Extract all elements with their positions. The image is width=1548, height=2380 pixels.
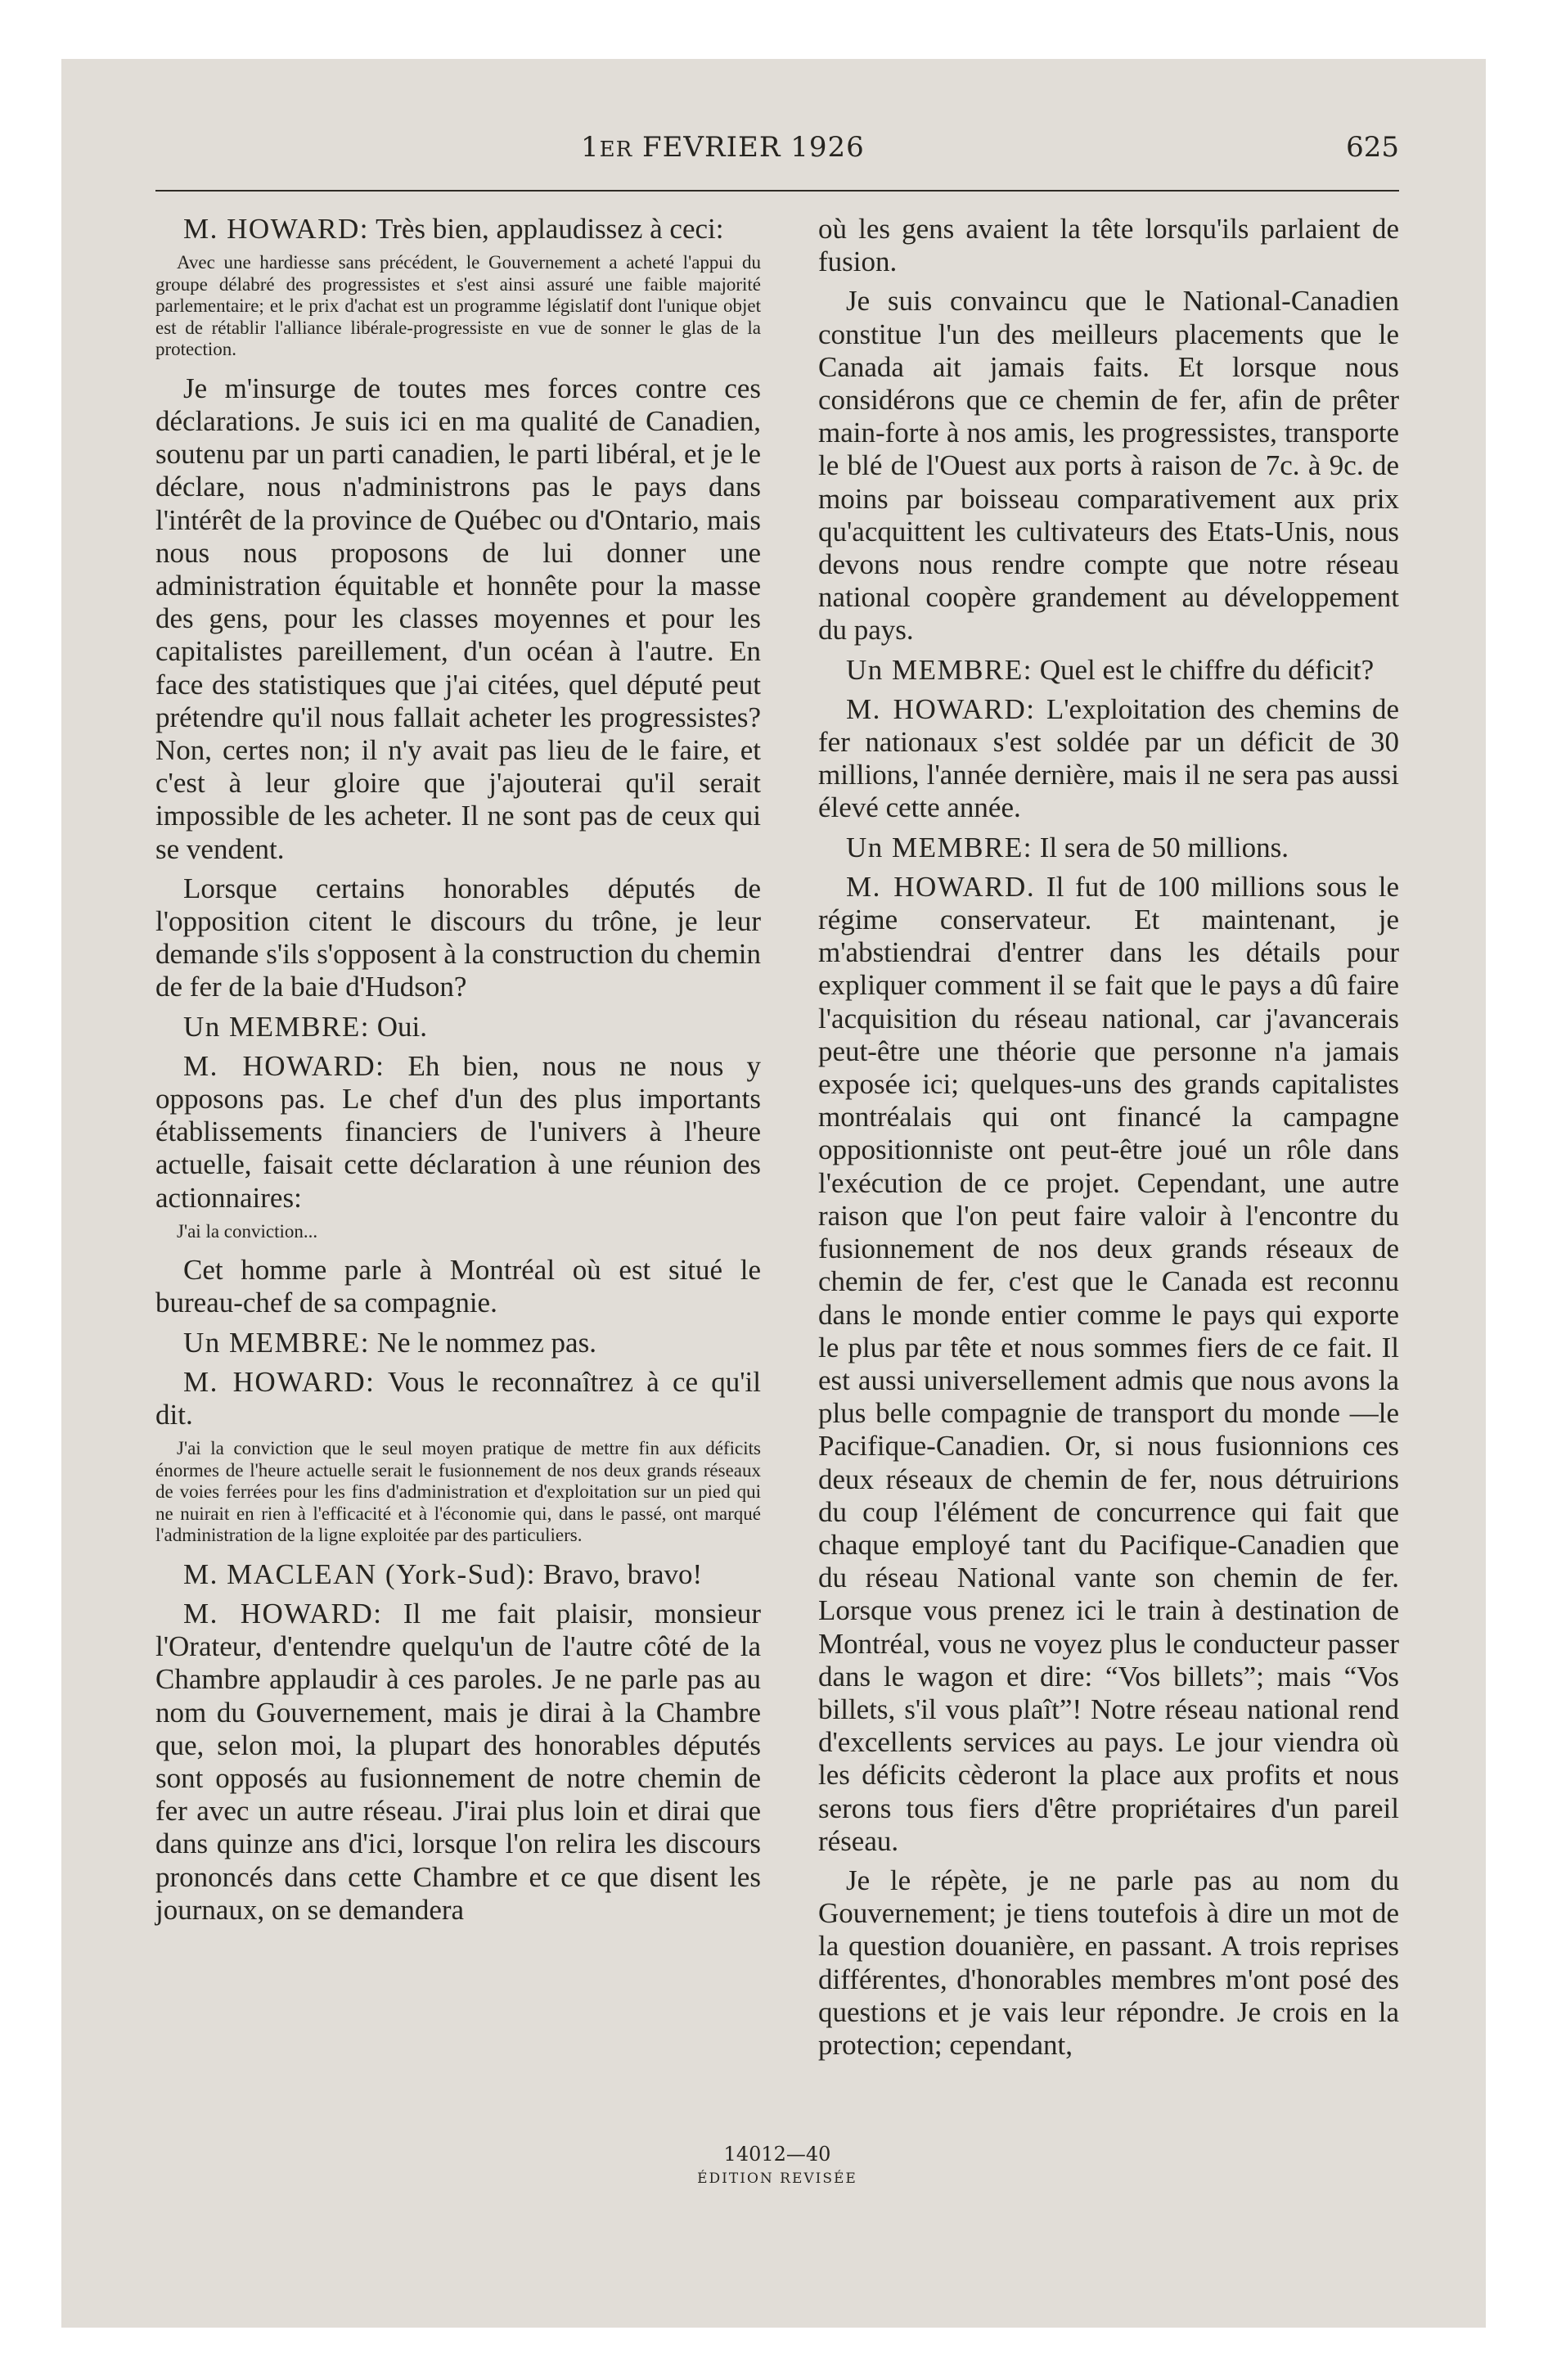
- speaker-name: M. HOWARD.: [846, 870, 1036, 903]
- paragraph-text: Cet homme parle à Montréal où est situé le bureau-chef de sa compagnie.: [155, 1254, 761, 1319]
- quote-text: J'ai la conviction...: [177, 1220, 318, 1242]
- left-column: [155, 213, 761, 1933]
- quoted-passage: [155, 1221, 761, 1243]
- speech-paragraph: [818, 654, 1399, 687]
- speaker-name: Un MEMBRE:: [183, 1326, 370, 1359]
- paragraph-text: L'exploitation des chemins de fer nationaux s'est soldée par un déficit de 30 millions, l'année dernière, mais il ne sera pas aussi élevé cette année.: [818, 692, 1399, 824]
- quote-text: Avec une hardiesse sans précédent, le Gouvernement a acheté l'appui du groupe délabré des progressistes et s'est ainsi assuré une faible majorité parlementaire; et le prix d'achat est un programme législatif dont l'unique objet est de rétablir l'alliance libérale-progressiste en vue de sonner le glas de la protection.: [155, 252, 761, 360]
- document-page: [155, 121, 1440, 2257]
- body-paragraph: [155, 372, 761, 866]
- edition-note: ÉDITION REVISÉE: [697, 2170, 857, 2187]
- speech-paragraph: [818, 871, 1399, 1858]
- speech-paragraph: [155, 213, 761, 246]
- speaker-name: Un MEMBRE:: [846, 653, 1033, 686]
- speech-paragraph: [155, 1366, 761, 1431]
- page-number: 625: [1346, 131, 1399, 164]
- speaker-name: M. MACLEAN (York-Sud):: [183, 1557, 537, 1590]
- quoted-passage: [155, 252, 761, 361]
- header-rule: [155, 190, 1399, 192]
- date-day: 1: [581, 131, 600, 164]
- paragraph-text: Vous le reconnaîtrez à ce qu'il dit.: [155, 1365, 762, 1431]
- speech-paragraph: [818, 693, 1399, 825]
- quote-text: J'ai la conviction que le seul moyen pratique de mettre fin aux déficits énormes de l'heure actuelle serait le fusionnement de nos deux grands réseaux de voies ferrées pour les fins d'administration et d'exploitation sur un pied qui ne nuirait en rien à l'efficacité et à l'économie qui, dans le passé, ont marqué l'administration de la ligne exploitée par des particuliers.: [155, 1438, 761, 1546]
- speaker-name: M. HOWARD:: [846, 692, 1036, 725]
- paragraph-text: Je le répète, je ne parle pas au nom du Gouvernement; je tiens toutefois à dire un mot de la question douanière, en passant. A trois reprises différentes, d'honorables membres m'ont posé des questions et je vais leur répondre. Je crois en la protection; cependant,: [818, 1864, 1399, 2061]
- speaker-name: M. HOWARD:: [183, 1598, 383, 1629]
- quoted-passage: [155, 1438, 761, 1547]
- paragraph-text: Eh bien, nous ne nous y opposons pas. Le chef d'un des plus importants établissements financiers de l'univers à l'heure actuelle, faisait cette déclaration à une réunion des actionnaires:: [155, 1049, 761, 1214]
- speech-paragraph: [155, 1327, 761, 1359]
- speaker-name: M. HOWARD:: [183, 1049, 385, 1082]
- date-month-year: FEVRIER 1926: [642, 131, 865, 164]
- paragraph-text: Ne le nommez pas.: [376, 1326, 596, 1359]
- paragraph-text: Lorsque certains honorables députés de l'opposition citent le discours du trône, je leur demande s'ils s'opposent à la construction du chemin de fer de la baie d'Hudson?: [155, 872, 761, 1003]
- paragraph-text: Quel est le chiffre du déficit?: [1039, 653, 1375, 686]
- paragraph-text: Il sera de 50 millions.: [1039, 831, 1289, 863]
- body-paragraph: [818, 285, 1399, 647]
- body-paragraph: [155, 1254, 761, 1319]
- paragraph-text: où les gens avaient la tête lorsqu'ils parlaient de fusion.: [818, 213, 1399, 278]
- body-paragraph: [155, 872, 761, 1004]
- speaker-name: Un MEMBRE:: [183, 1010, 370, 1043]
- speaker-name: M. HOWARD:: [183, 1365, 376, 1398]
- paragraph-text: Il fut de 100 millions sous le régime conservateur. Et maintenant, je m'abstiendrai d'entrer dans les détails pour expliquer comment il se fait que le pays a dû faire l'acquisition du réseau national, car j'avancerais peut-être une théorie que personne n'a jamais exposée ici; quelques-uns des grands capitalistes montréalais qui ont financé la campagne oppositionniste ont peut-être joué un rôle dans l'exécution de ce projet. Cependant, une autre raison que l'on peut faire valoir à l'encontre du fusionnement de nos deux grands réseaux de chemin de fer, c'est que le Canada est reconnu dans le monde entier comme le pays qui exporte le plus par tête et nous sommes fiers de ce fait. Il est aussi universellement admis que nous avons la plus belle compagnie de transport du monde —le Pacifique-Canadien. Or, si nous fusionnions ces deux réseaux de chemin de fer, nous détruirions du coup l'élément de concurrence qui fait que chaque employé tant du Pacifique-Canadien que du réseau National vante son chemin de fer. Lorsque vous prenez ici le train à destination de Montréal, vous ne voyez plus le conducteur passer dans le wagon et dire: “Vos billets”; mais “Vos billets, s'il vous plaît”! Notre réseau national rend d'excellents services au pays. Le jour viendra où les déficits cèderont la place aux profits et nous serons tous fiers d'être propriétaires d'un pareil réseau.: [818, 870, 1399, 1857]
- paragraph-text: Oui.: [376, 1010, 427, 1043]
- page-date: [581, 131, 865, 164]
- speech-paragraph: [155, 1558, 761, 1591]
- speech-paragraph: [155, 1050, 761, 1215]
- speaker-name: Un MEMBRE:: [846, 831, 1033, 863]
- date-day-suffix: ER: [599, 137, 633, 162]
- paragraph-text: Je m'insurge de toutes mes forces contre ces déclarations. Je suis ici en ma qualité de Canadien, soutenu par un parti canadien, le parti libéral, et je le déclare, nous n'administrons pas le pays dans l'intérêt de la province de Québec ou d'Ontario, mais nous nous proposons de lui donner une administration équitable et honnête pour la masse des gens, pour les classes moyennes et pour les capitalistes pareillement, d'un océan à l'autre. En face des statistiques que j'ai citées, quel député peut prétendre qu'il nous fallait acheter les progressistes? Non, certes non; il n'y avait pas lieu de le faire, et c'est à leur gloire que j'ajouterai qu'il serait impossible de les acheter. Il ne sont pas de ceux qui se vendent.: [155, 372, 761, 865]
- paragraph-text: Il me fait plaisir, monsieur l'Orateur, d'entendre quelqu'un de l'autre côté de la Chambre applaudir à ces paroles. Je ne parle pas au nom du Gouvernement, mais je dirai à la Chambre que, selon moi, la plupart des honorables députés sont opposés au fusionnement de notre chemin de fer avec un autre réseau. J'irai plus loin et dirai que dans quinze ans d'ici, lorsque l'on relira les discours prononcés dans cette Chambre et ce que disent les journaux, on se demandera: [155, 1598, 762, 1926]
- paragraph-text: Je suis convaincu que le National-Canadien constitue l'un des meilleurs placements que le Canada ait jamais faits. Et lorsque nous considérons que ce chemin de fer, afin de prêter main-forte à nos amis, les progressistes, transporte le blé de l'Ouest aux ports à raison de 7c. à 9c. de moins par boisseau comparativement aux prix qu'acquittent les cultivateurs des Etats-Unis, nous devons nous rendre compte que notre réseau national coopère grandement au développement du pays.: [818, 285, 1399, 647]
- body-paragraph: [818, 213, 1399, 278]
- speech-paragraph: [155, 1011, 761, 1044]
- speech-paragraph: [155, 1598, 761, 1927]
- paragraph-text: Bravo, bravo!: [542, 1557, 703, 1590]
- paragraph-text: Très bien, applaudissez à ceci:: [376, 213, 724, 245]
- body-paragraph: [818, 1864, 1399, 2062]
- page-header: [155, 131, 1399, 172]
- speech-paragraph: [818, 832, 1399, 864]
- sheet-number: 14012—40: [723, 2143, 831, 2166]
- speaker-name: M. HOWARD:: [183, 213, 369, 245]
- right-column: [818, 213, 1399, 2068]
